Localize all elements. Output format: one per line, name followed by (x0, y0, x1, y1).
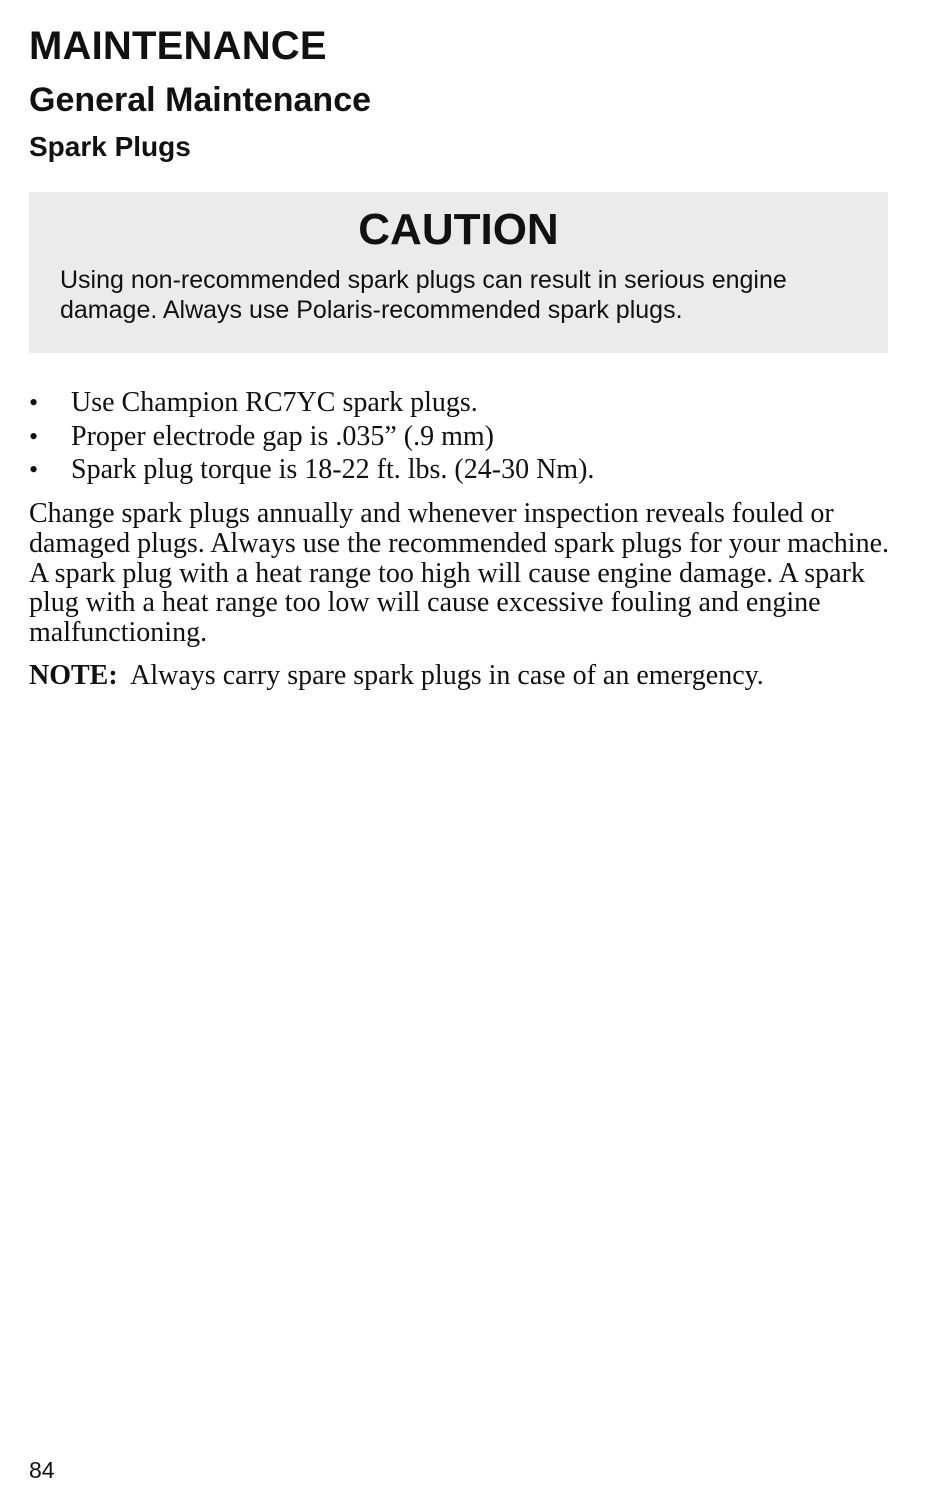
chapter-title: MAINTENANCE (29, 24, 327, 68)
bullet-icon: • (29, 421, 39, 451)
note-label: NOTE: (29, 660, 118, 691)
page-number: 84 (29, 1457, 55, 1483)
list-item (29, 386, 594, 420)
list-item-text: Proper electrode gap is .035” (.9 mm) (71, 420, 494, 452)
body-paragraph: Change spark plugs annually and whenever inspection reveals fouled or damaged plugs. Always use the recommended spark plugs for your machine. A spark plug with a heat range too high will cause engine damage. A spark plug with a heat range too low will cause excessive fouling and engine malfunctioning. (29, 498, 890, 649)
caution-box (29, 192, 888, 353)
list-item-text: Spark plug torque is 18-22 ft. lbs. (24-30 Nm). (71, 454, 595, 485)
list-item (29, 453, 594, 487)
bullet-icon: • (29, 388, 39, 417)
section-title: General Maintenance (29, 81, 372, 119)
subsection-title: Spark Plugs (29, 131, 191, 162)
spec-bullet-list (29, 386, 594, 487)
caution-text: Using non-recommended spark plugs can result in serious engine damage. Always use Polaris-recommended spark plugs. (60, 266, 787, 324)
list-item (29, 420, 594, 454)
caution-heading: CAUTION (358, 205, 559, 254)
bullet-icon: • (29, 455, 39, 484)
list-item-text: Use Champion RC7YC spark plugs. (71, 387, 478, 418)
note-paragraph (29, 660, 909, 692)
note-text: Always carry spare spark plugs in case of an emergency. (130, 660, 764, 691)
